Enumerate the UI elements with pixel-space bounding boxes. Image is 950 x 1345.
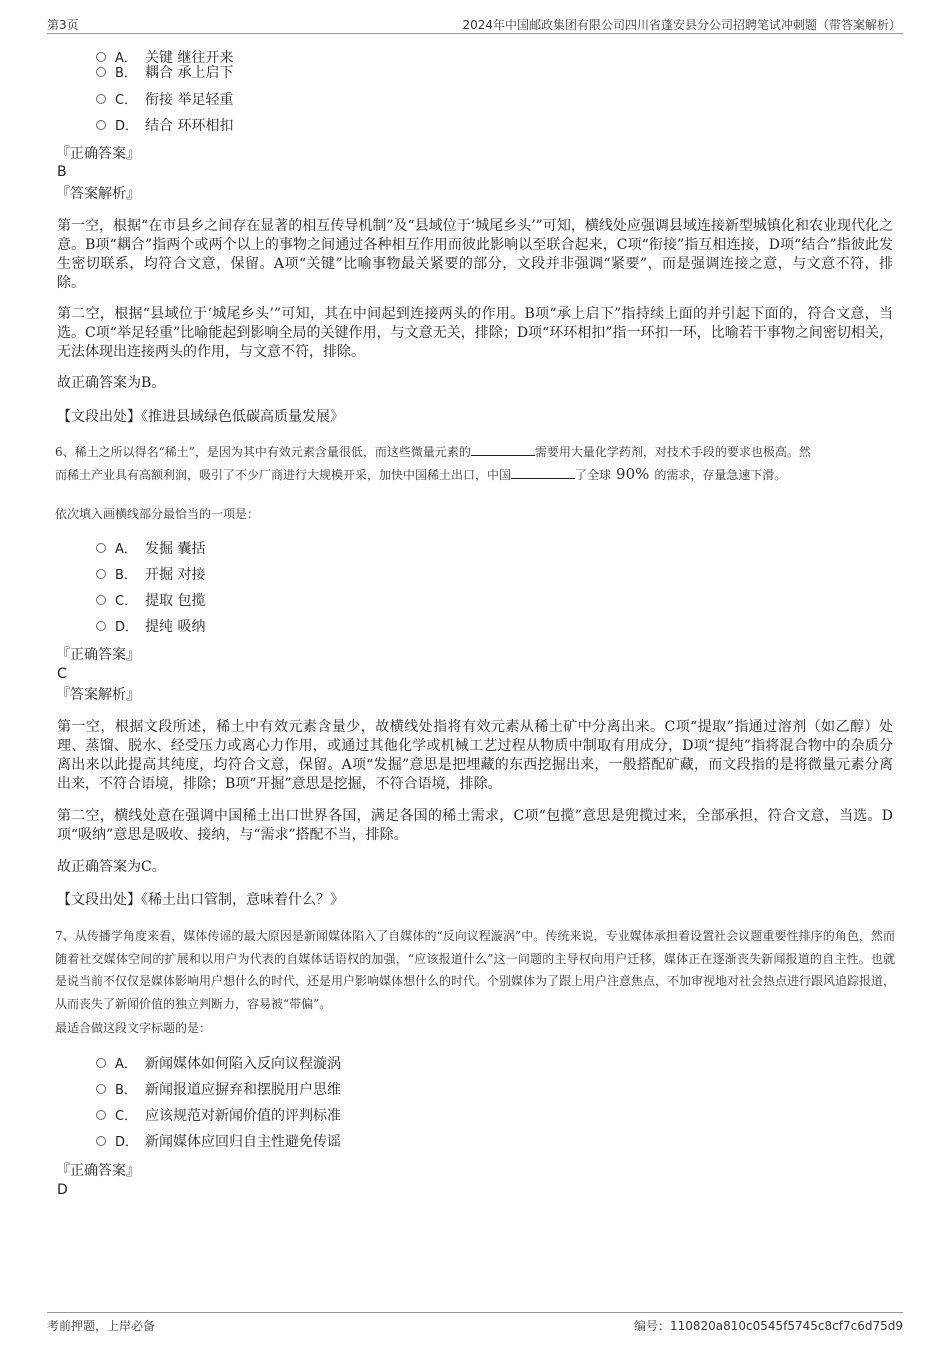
q7-answer: D — [57, 1182, 68, 1198]
fill-blank — [471, 444, 535, 456]
q5-analysis-paragraph-2: 第二空，根据“县域位于‘城尾乡头’”可知，其在中间起到连接两头的作用。B项“承上启下”指持续上面的并引起下面的，符合文意，当选。C项“举足轻重”比喻能起到影响全局的关键作用，与文意无关，排除；D项“环环相扣”指一环扣一环，比喻若干事物之间密切相关，无法体现出连接两头的作用，与文意不符，排除。 — [57, 306, 893, 360]
q6-option-a[interactable]: A． 发掘 囊括 — [96, 539, 205, 559]
q6-analysis-label: 『答案解析』 — [56, 687, 140, 703]
q6-answer-label: 『正确答案』 — [56, 647, 140, 663]
q6-analysis-paragraph-1: 第一空，根据文段所述，稀土中有效元素含量少，故横线处指将有效元素从稀土矿中分离出来。C项“提取”指通过溶剂（如乙醇）处理、蒸馏、脱水、经受压力或离心力作用，或通过其他化学或机械工艺过程从物质中制取有用成分，D项“提纯”指将混合物中的杂质分离出来以此提高其纯度，均符合文意，保留。A项“发掘”意思是把埋藏的东西挖掘出来，一般搭配矿藏，而文段指的是将微量元素分离出来，不符合语境，排除；B项“开掘”意思是挖掘，不符合语境，排除。 — [57, 719, 893, 792]
q6-answer: C — [57, 666, 67, 682]
q5-option-c[interactable]: C． 衔接 举足轻重 — [96, 90, 233, 110]
radio-icon[interactable] — [96, 543, 106, 553]
page-number: 第3页 — [47, 18, 79, 32]
q7-option-b[interactable]: B． 新闻报道应摒弃和摆脱用户思维 — [96, 1080, 341, 1100]
q5-option-a[interactable]: A． 关键 继往开来 — [96, 48, 233, 68]
q5-answer: B — [57, 164, 67, 180]
q7-option-d[interactable]: D． 新闻媒体应回归自主性避免传谣 — [96, 1132, 341, 1152]
radio-icon[interactable] — [96, 52, 106, 62]
q5-conclusion: 故正确答案为B。 — [57, 375, 166, 391]
q5-source: 【文段出处】《推进县域绿色低碳高质量发展》 — [57, 409, 344, 425]
q7-prompt: 最适合做这段文字标题的是： — [55, 1021, 212, 1035]
q7-stem: 7、从传播学角度来看，媒体传谣的最大原因是新闻媒体陷入了自媒体的“反向议程漩涡”中。传统来说，专业媒体承担着设置社会议题重要性排序的角色，然而随着社交媒体空间的扩展和以用户为代表的自媒体话语权的加强，“应该报道什么”这一问题的主导权向用户迁移，媒体正在逐渐丧失新闻报道的自主性。也就是说当前不仅仅是媒体影响用户想什么的时代，还是用户影响媒体想什么的时代。个别媒体为了跟上用户注意焦点，不加审视地对社会热点进行跟风追踪报道，从而丧失了新闻价值的独立判断力，容易被“带偏”。 — [55, 929, 896, 1011]
q6-stem: 6、稀土之所以得名“稀土”，是因为其中有效元素含量很低，而这些微量元素的 需要用大量化学药剂，对技术手段的要求也极高。然 而稀土产业具有高额利润，吸引了不少厂商进行大规模开采，加快中国稀土出口，中国 了全球 90% 的需求，存量急速下滑。 — [55, 445, 811, 483]
radio-icon[interactable] — [96, 1136, 106, 1146]
q7-option-c[interactable]: C． 应该规范对新闻价值的评判标准 — [96, 1106, 341, 1126]
radio-icon[interactable] — [96, 120, 106, 130]
page-footer — [47, 1312, 903, 1334]
q5-option-b[interactable]: B． 耦合 承上启下 — [96, 63, 233, 83]
q6-option-b[interactable]: B． 开掘 对接 — [96, 565, 205, 585]
q5-analysis-label: 『答案解析』 — [56, 186, 140, 202]
q6-analysis-paragraph-2: 第二空，横线处意在强调中国稀土出口世界各国，满足各国的稀土需求，C项“包揽”意思是兜揽过来，全部承担，符合文意，当选。D项“吸纳”意思是吸收、接纳，与“需求”搭配不当，排除。 — [57, 808, 893, 843]
q7-option-a[interactable]: A． 新闻媒体如何陷入反向议程漩涡 — [96, 1054, 341, 1074]
radio-icon[interactable] — [96, 1084, 106, 1094]
q5-answer-label: 『正确答案』 — [56, 146, 140, 162]
page-header — [47, 14, 903, 34]
q6-conclusion: 故正确答案为C。 — [57, 859, 166, 875]
q5-option-d[interactable]: D． 结合 环环相扣 — [96, 116, 233, 136]
q7-answer-label: 『正确答案』 — [56, 1163, 140, 1179]
document-id: 编号：110820a810c0545f5745c8cf7c6d75d9 — [633, 1319, 903, 1333]
radio-icon[interactable] — [96, 569, 106, 579]
radio-icon[interactable] — [96, 1110, 106, 1120]
radio-icon[interactable] — [96, 1058, 106, 1068]
radio-icon[interactable] — [96, 621, 106, 631]
q6-option-c[interactable]: C． 提取 包揽 — [96, 591, 205, 611]
q6-prompt: 依次填入画横线部分最恰当的一项是： — [55, 507, 260, 521]
fill-blank — [511, 467, 575, 479]
q5-analysis-paragraph-1: 第一空，根据“在市县乡之间存在显著的相互传导机制”及“县域位于‘城尾乡头’”可知，横线处应强调县域连接新型城镇化和农业现代化之意。B项“耦合”指两个或两个以上的事物之间通过各种相互作用而彼此影响以至联合起来，C项“衔接”指互相连接，D项“结合”指彼此发生密切联系，均符合文意，保留。A项“关键”比喻事物最关紧要的部分，文段并非强调“紧要”，而是强调连接之意，与文意不符，排除。 — [57, 218, 893, 291]
document-title: 2024年中国邮政集团有限公司四川省蓬安县分公司招聘笔试冲刺题（带答案解析） — [462, 18, 901, 32]
footer-slogan: 考前押题，上岸必备 — [47, 1319, 156, 1333]
q6-option-d[interactable]: D． 提纯 吸纳 — [96, 617, 205, 637]
q6-source: 【文段出处】《稀土出口管制，意味着什么？》 — [57, 892, 344, 908]
radio-icon[interactable] — [96, 94, 106, 104]
radio-icon[interactable] — [96, 595, 106, 605]
radio-icon[interactable] — [96, 67, 106, 77]
